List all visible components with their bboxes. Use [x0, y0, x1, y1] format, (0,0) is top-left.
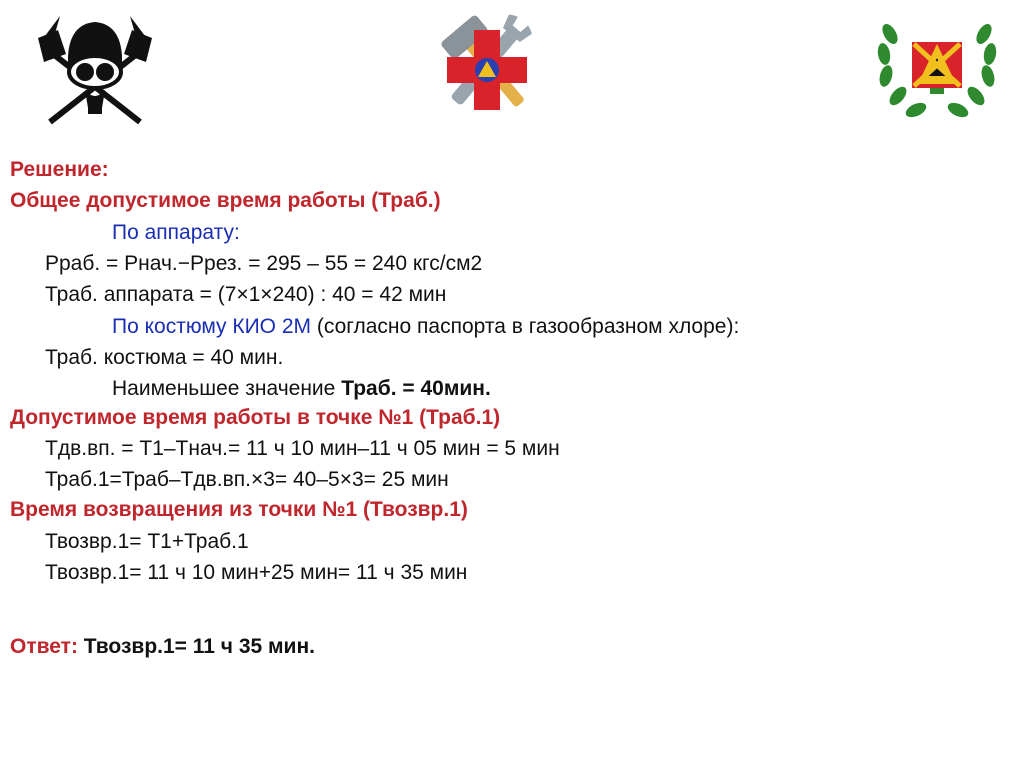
pressure-formula: Рраб. = Рнач.−Ррез. = 295 – 55 = 240 кгс/см2 [45, 252, 483, 275]
answer-line [10, 634, 315, 660]
answer-label: Ответ: [10, 635, 78, 658]
return-time-formula: Твозвр.1= Т1+Траб.1 [45, 530, 249, 553]
suit-time: Траб. костюма = 40 мин. [45, 346, 284, 369]
total-work-time-heading: Общее допустимое время работы (Траб.) [10, 189, 441, 212]
point1-time-heading: Допустимое время работы в точке №1 (Траб.1) [10, 406, 501, 429]
min-value-line [112, 376, 491, 402]
min-value: Траб. = 40мин. [341, 377, 491, 400]
suit-note: (согласно паспорта в газообразном хлоре): [311, 315, 740, 338]
solution-heading: Решение: [10, 158, 109, 181]
return-time-heading: Время возвращения из точки №1 (Твозвр.1) [10, 498, 468, 521]
travel-time-formula: Тдв.вп. = Т1–Тнач.= 11 ч 10 мин–11 ч 05 мин = 5 мин [45, 437, 560, 460]
by-apparatus-subheading: По аппарату: [112, 221, 240, 244]
suit-subheading: По костюму КИО 2М [112, 315, 312, 338]
return-time-calculation: Твозвр.1= 11 ч 10 мин+25 мин= 11 ч 35 мин [45, 561, 468, 584]
answer-value: Твозвр.1= 11 ч 35 мин. [77, 635, 315, 658]
suit-line [112, 314, 739, 340]
min-value-label: Наименьшее значение [112, 377, 342, 400]
apparatus-time-formula: Траб. аппарата = (7×1×240) : 40 = 42 мин [45, 283, 447, 306]
point1-work-time-formula: Траб.1=Траб–Тдв.вп.×3= 40–5×3= 25 мин [45, 468, 449, 491]
